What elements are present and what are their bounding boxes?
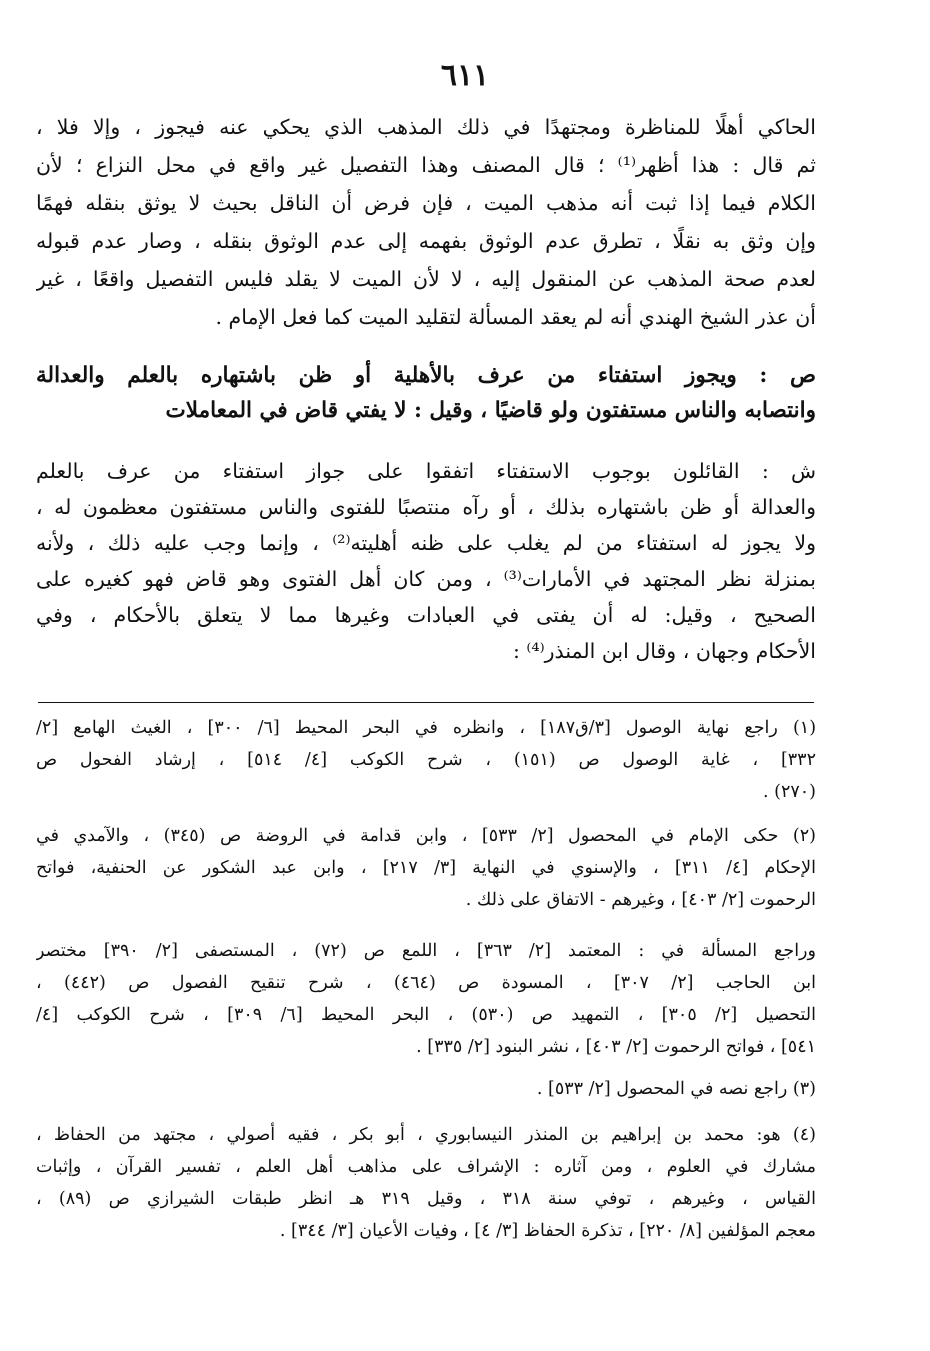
- footnote-line: ٥٤١] ، فواتح الرحموت [٢/ ٤٠٣] ، نشر البنود [٢/ ٣٣٥] .: [416, 1037, 816, 1057]
- footnote-line: (٣) راجع نصه في المحصول [٢/ ٥٣٣] .: [536, 1079, 816, 1099]
- text-line: وانتصابه والناس مستفتون ولو قاضيًا ، وقيل : لا يفتي قاض في المعاملات: [165, 398, 816, 423]
- text-line: لعدم صحة المذهب عن المنقول إليه ، لا لأن الميت لا يقلد فليس التفصيل واقعًا ، غير: [36, 267, 816, 291]
- footnote-line: (٢) حكى الإمام في المحصول [٢/ ٥٣٣] ، وابن قدامة في الروضة ص (٣٤٥) ، والآمدي في: [36, 826, 816, 846]
- page-number: ٦١١: [440, 58, 490, 93]
- footnote-1: [36, 712, 816, 808]
- text-line: الصحيح ، وقيل: له أن يفتى في العبادات وغيرها مما لا يتعلق بالأحكام ، وفي: [36, 603, 816, 627]
- text-line: الحاكي أهلًا للمناظرة ومجتهدًا في ذلك المذهب الذي يحكي عنه فيجوز ، وإلا فلا ،: [36, 115, 816, 139]
- text-line: ثم قال : هذا أظهر⁽¹⁾ ؛ قال المصنف وهذا التفصيل غير واقع في محل النزاع ؛ لأن: [36, 153, 816, 177]
- matn-paragraph: [36, 358, 816, 428]
- text-line: وإن وثق به نقلًا ، تطرق عدم الوثوق بفهمه إلى عدم الوثوق بنقله ، وصار عدم قبوله: [36, 229, 816, 253]
- footnote-line: (٢٧٠) .: [763, 782, 816, 802]
- text-line: بمنزلة نظر المجتهد في الأمارات⁽³⁾ ، ومن كان أهل الفتوى وهو قاض فهو كغيره على: [36, 567, 816, 591]
- footnote-line: وراجع المسألة في : المعتمد [٢/ ٣٦٣] ، اللمع ص (٧٢) ، المستصفى [٢/ ٣٩٠] مختصر: [36, 941, 816, 961]
- footnote-line: (٤) هو: محمد بن إبراهيم بن المنذر النيسابوري ، أبو بكر ، فقيه أصولي ، مجتهد من الحفاظ ،: [36, 1125, 816, 1145]
- commentary-paragraph-continued: [36, 108, 816, 336]
- footnote-2-references: [36, 935, 816, 1063]
- text-line: الأحكام وجهان ، وقال ابن المنذر⁽⁴⁾ :: [512, 639, 816, 663]
- footnote-2: [36, 820, 816, 916]
- text-line: ص : ويجوز استفتاء من عرف بالأهلية أو ظن باشتهاره بالعلم والعدالة: [36, 363, 816, 388]
- text-line: ش : القائلون بوجوب الاستفتاء اتفقوا على جواز استفتاء من عرف بالعلم: [36, 459, 816, 483]
- text-line: والعدالة أو ظن باشتهاره بذلك ، أو رآه منتصبًا للفتوى والناس مستفتون معظمون له ،: [36, 495, 816, 519]
- text-line: ولا يجوز له استفتاء من لم يغلب على ظنه أهليته⁽²⁾ ، وإنما وجب عليه ذلك ، ولأنه: [36, 531, 816, 555]
- footnote-line: التحصيل [٢/ ٣٠٥] ، التمهيد ص (٥٣٠) ، البحر المحيط [٦/ ٣٠٩] ، شرح الكوكب [٤/: [36, 1005, 816, 1025]
- footnote-line: (١) راجع نهاية الوصول [٣/ق١٨٧] ، وانظره في البحر المحيط [٦/ ٣٠٠] ، الغيث الهامع [٢/: [36, 718, 816, 738]
- footnote-line: الإحكام [٤/ ٣١١] ، والإسنوي في النهاية [٣/ ٢١٧] ، وابن عبد الشكور عن الحنفية، فواتح: [36, 858, 816, 878]
- footnote-line: القياس ، وغيرهم ، توفي سنة ٣١٨ ، وقيل ٣١٩ هـ انظر طبقات الشيرازي ص (٨٩) ،: [36, 1189, 816, 1209]
- footnote-line: ابن الحاجب [٢/ ٣٠٧] ، المسودة ص (٤٦٤) ، شرح تنقيح الفصول ص (٤٤٢) ،: [36, 973, 816, 993]
- footnote-4: [36, 1119, 816, 1247]
- footnote-3: [36, 1073, 816, 1105]
- text-line: الكلام فيما إذا ثبت أنه مذهب الميت ، فإن فرض أن الناقل بحيث لا يوثق بنقله فهمًا: [36, 191, 816, 215]
- footnote-line: الرحموت [٢/ ٤٠٣] ، وغيرهم - الاتفاق على ذلك .: [465, 890, 816, 910]
- footnote-line: مشارك في العلوم ، ومن آثاره : الإشراف على مذاهب أهل العلم ، تفسير القرآن ، وإثبات: [36, 1157, 816, 1177]
- footnote-line: ٣٣٢] ، غاية الوصول ص (١٥١) ، شرح الكوكب [٤/ ٥١٤] ، إرشاد الفحول ص: [36, 750, 816, 770]
- footnote-line: معجم المؤلفين [٨/ ٢٢٠] ، تذكرة الحفاظ [٣/ ٤] ، وفيات الأعيان [٣/ ٣٤٤] .: [279, 1221, 816, 1241]
- footnote-divider: [38, 702, 814, 703]
- text-line: أن عذر الشيخ الهندي أنه لم يعقد المسألة لتقليد الميت كما فعل الإمام .: [215, 305, 816, 329]
- sharh-paragraph: [36, 453, 816, 669]
